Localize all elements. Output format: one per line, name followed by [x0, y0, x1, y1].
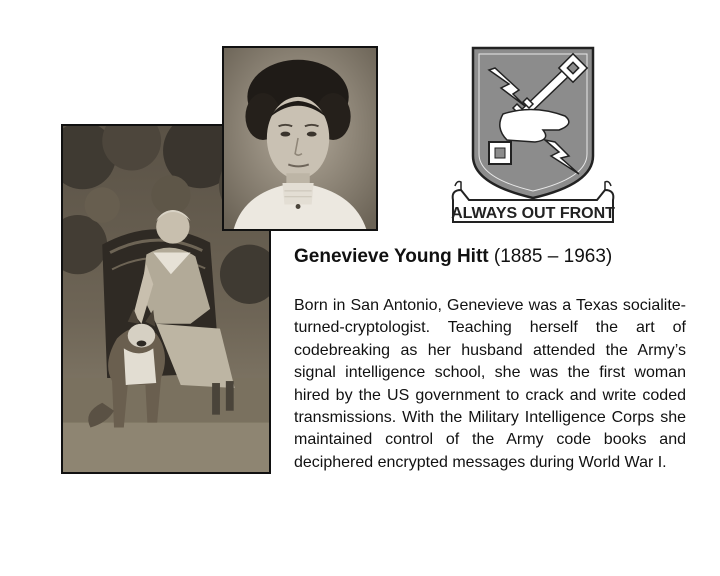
military-intelligence-crest: [447, 44, 619, 230]
page-title: [294, 246, 612, 268]
insignia-motto: ALWAYS OUT FRONT: [451, 205, 615, 222]
military-intelligence-crest-icon: [447, 44, 619, 230]
biography-text: Born in San Antonio, Genevieve was a Texas socialite-turned-cryptologist. Teaching herself the art of codebreaking as her husband attended the Army’s signal intelligence school, she was the first woman hired by the US government to crack and write coded transmissions. With the Military Intelligence Corps she maintained control of the Army code books and deciphered encrypted messages during World War I.: [294, 297, 686, 471]
person-years: (1885 – 1963): [493, 246, 613, 267]
person-name: Genevieve Young Hitt: [294, 246, 489, 267]
portrait-photo: [222, 46, 378, 231]
portrait-photo-image: [224, 48, 376, 229]
